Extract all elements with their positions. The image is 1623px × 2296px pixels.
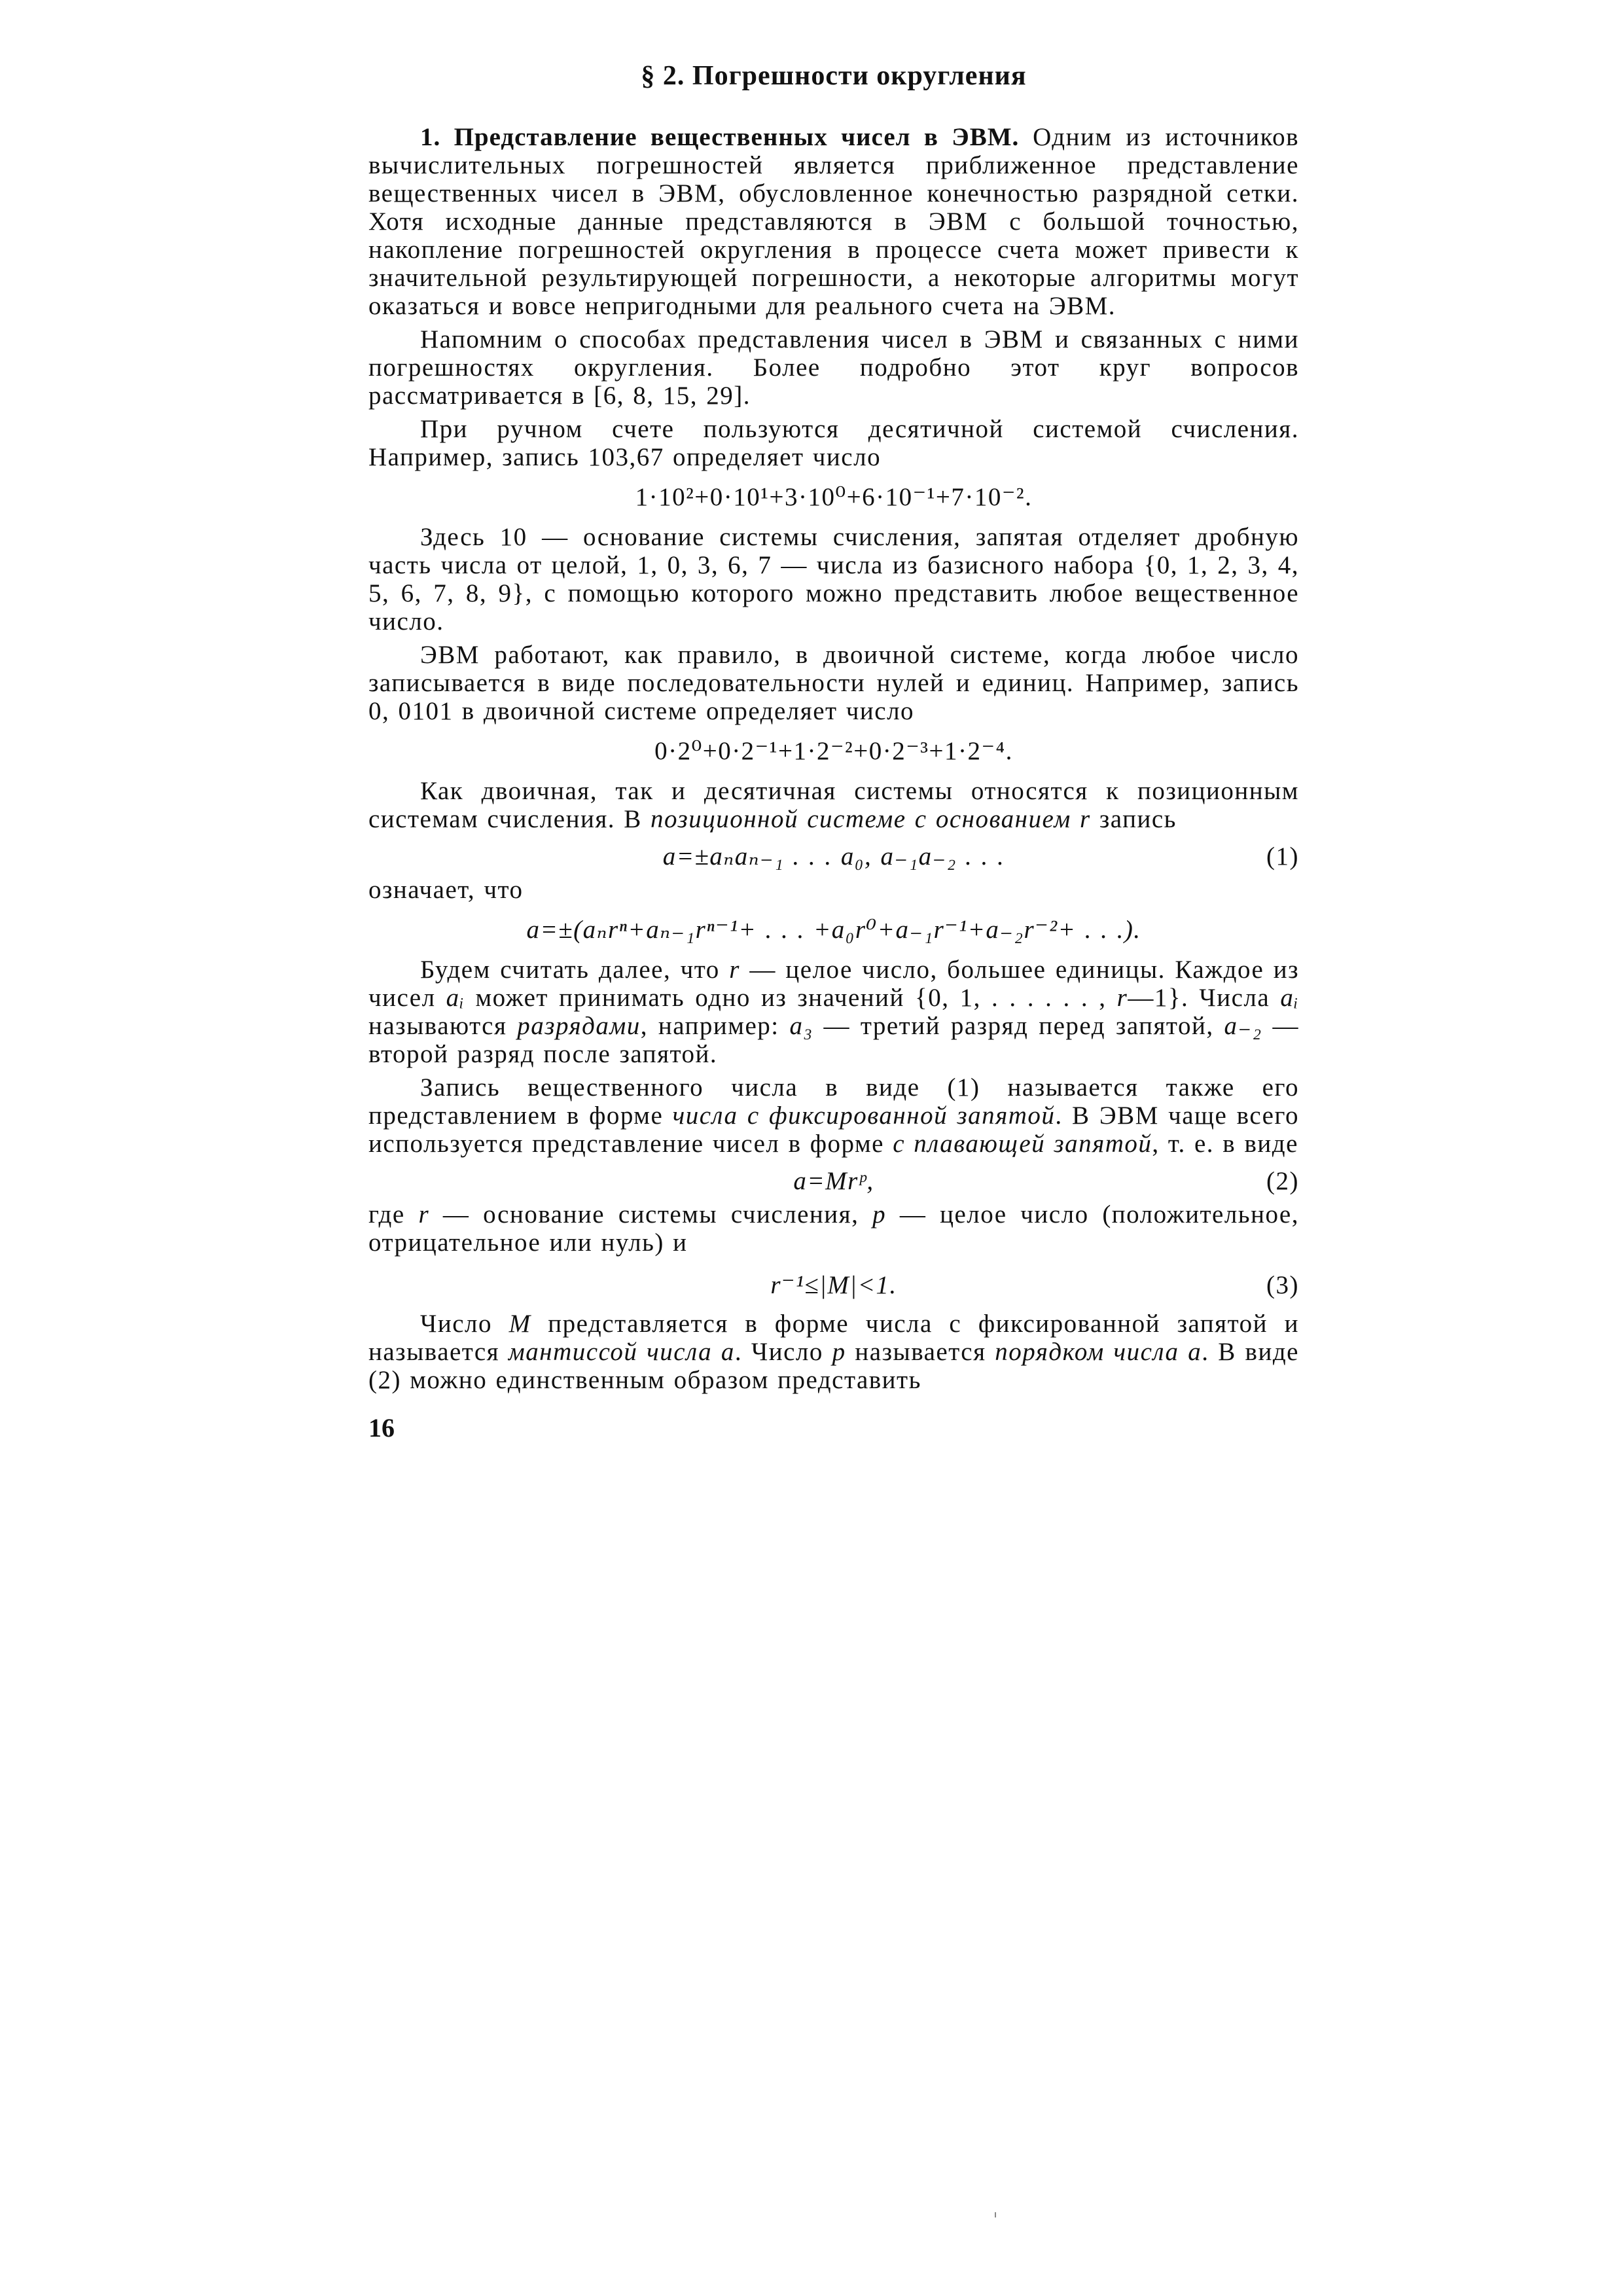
italic-term: r	[1116, 984, 1128, 1012]
paragraph-where	[368, 1200, 1299, 1257]
text-run: . В виде (2) можно единственным образом представить	[368, 1338, 1299, 1394]
italic-term: aᵢ	[1280, 984, 1299, 1012]
italic-term: порядком числа a	[995, 1338, 1202, 1366]
text-run: называются	[368, 1012, 518, 1040]
equation-1-body: a=±aₙaₙ₋₁ . . . a₀, a₋₁a₋₂ . . .	[662, 842, 1005, 870]
text-run: Напомним о способах представления чисел в ЭВМ и связанных с ними погрешностях округления. Более подробно этот круг вопросов рассматривается в [6, 8, 15, 29].	[368, 325, 1299, 410]
text-run: представляется в форме числа с фиксированной запятой и называется	[368, 1310, 1299, 1366]
equation-2-body: a=Mrᵖ,	[793, 1167, 874, 1195]
italic-term: r	[418, 1200, 430, 1229]
page-body	[368, 118, 1299, 1443]
italic-term: мантиссой числа a	[508, 1338, 735, 1366]
formula-binary-expansion: 0·2⁰+0·2⁻¹+1·2⁻²+0·2⁻³+1·2⁻⁴.	[654, 737, 1013, 765]
text-run: . В ЭВМ чаще всего используется представление чисел в форме	[368, 1102, 1299, 1158]
paragraph-binary	[368, 641, 1299, 725]
paragraph-fixed-floating	[368, 1073, 1299, 1158]
italic-term: r	[729, 956, 740, 984]
equation-2	[368, 1167, 1299, 1195]
text-run: , например:	[640, 1012, 790, 1040]
italic-term: a₃	[789, 1012, 813, 1040]
section-title: § 2. Погрешности округления	[641, 61, 1027, 91]
page-number: 16	[368, 1413, 395, 1443]
paragraph-intro	[368, 123, 1299, 320]
text-run: ЭВМ работают, как правило, в двоичной системе, когда любое число записывается в виде последовательности нулей и единиц. Например, запись 0, 0101 в двоичной системе определяет число	[368, 641, 1299, 725]
italic-term: a₋₂	[1224, 1012, 1262, 1040]
equation-3	[368, 1271, 1299, 1299]
equation-3-number: (3)	[1266, 1271, 1299, 1299]
text-run: может принимать одно из значений {0, 1, . . . . . . ,	[465, 984, 1117, 1012]
text-run: , т. е. в виде	[1152, 1130, 1298, 1158]
italic-term: p	[872, 1200, 887, 1229]
italic-term: p	[832, 1338, 846, 1366]
text-run: Здесь 10 — основание системы счисления, запятая отделяет дробную часть числа от целой, 1, 0, 3, 6, 7 — числа из базисного набора {0, 1, 2, 3, 4, 5, 6, 7, 8, 9}, с помощью которого можно представить любое вещественное число.	[368, 523, 1299, 636]
equation-2-number: (2)	[1266, 1167, 1299, 1195]
text-run: Запись вещественного числа в виде (1) называется также его представлением в форме	[368, 1073, 1299, 1130]
equation-1-number: (1)	[1266, 842, 1299, 870]
italic-term: M	[508, 1310, 531, 1338]
text-run: Будем считать далее, что	[420, 956, 730, 984]
paragraph-means	[368, 876, 1299, 904]
scan-speck	[995, 2212, 996, 2217]
text-run: где	[368, 1200, 419, 1229]
paragraph-digits	[368, 956, 1299, 1068]
text-run: Число	[420, 1310, 509, 1338]
paragraph-reminder	[368, 325, 1299, 410]
paragraph-mantissa	[368, 1310, 1299, 1394]
text-run: — целое число (положительное, отрицательное или нуль) и	[368, 1200, 1299, 1257]
italic-term: с плавающей запятой	[893, 1130, 1152, 1158]
text-run: означает, что	[368, 876, 524, 904]
text-run: запись	[1090, 805, 1177, 833]
equation-1	[368, 842, 1299, 870]
text-run: называется	[846, 1338, 995, 1366]
formula-decimal-expansion: 1·10²+0·10¹+3·10⁰+6·10⁻¹+7·10⁻².	[635, 483, 1033, 511]
paragraph-positional	[368, 777, 1299, 833]
text-run: — третий разряд перед запятой,	[813, 1012, 1224, 1040]
text-run: — второй разряд после запятой.	[368, 1012, 1300, 1068]
text-run: . Число	[734, 1338, 832, 1366]
italic-term: разрядами	[517, 1012, 641, 1040]
italic-term: aᵢ	[446, 984, 465, 1012]
equation-3-body: r⁻¹≤|M|<1.	[770, 1271, 897, 1299]
text-run: Как двоичная, так и десятичная системы относятся к позиционным системам счисления. В	[368, 777, 1299, 833]
italic-term: позиционной системе с основанием r	[651, 805, 1091, 833]
paragraph-decimal	[368, 415, 1299, 471]
text-run: Одним из источников вычислительных погрешностей является приближенное представление вещественных чисел в ЭВМ, обусловленное конечностью разрядной сетки. Хотя исходные данные представляются в ЭВМ с большой точностью, накопление погрешностей округления в процессе счета может привести к значительной результирующей погрешности, а некоторые алгоритмы могут оказаться и вовсе непригодными для реального счета на ЭВМ.	[368, 123, 1299, 320]
italic-term: числа с фиксированной запятой	[672, 1102, 1056, 1130]
paragraph-base-ten	[368, 523, 1299, 636]
equation-1-expanded: a=±(aₙrⁿ+aₙ₋₁rⁿ⁻¹+ . . . +a₀r⁰+a₋₁r⁻¹+a₋₂r⁻²+ . . .).	[526, 916, 1141, 944]
text-run: — целое число, большее единицы. Каждое из чисел	[368, 956, 1299, 1012]
text-run: — основание системы счисления,	[429, 1200, 873, 1229]
text-run: При ручном счете пользуются десятичной системой счисления. Например, запись 103,67 определяет число	[368, 415, 1299, 471]
subsection-heading: 1. Представление вещественных чисел в ЭВМ.	[420, 123, 1020, 151]
text-run: —1}. Числа	[1128, 984, 1281, 1012]
